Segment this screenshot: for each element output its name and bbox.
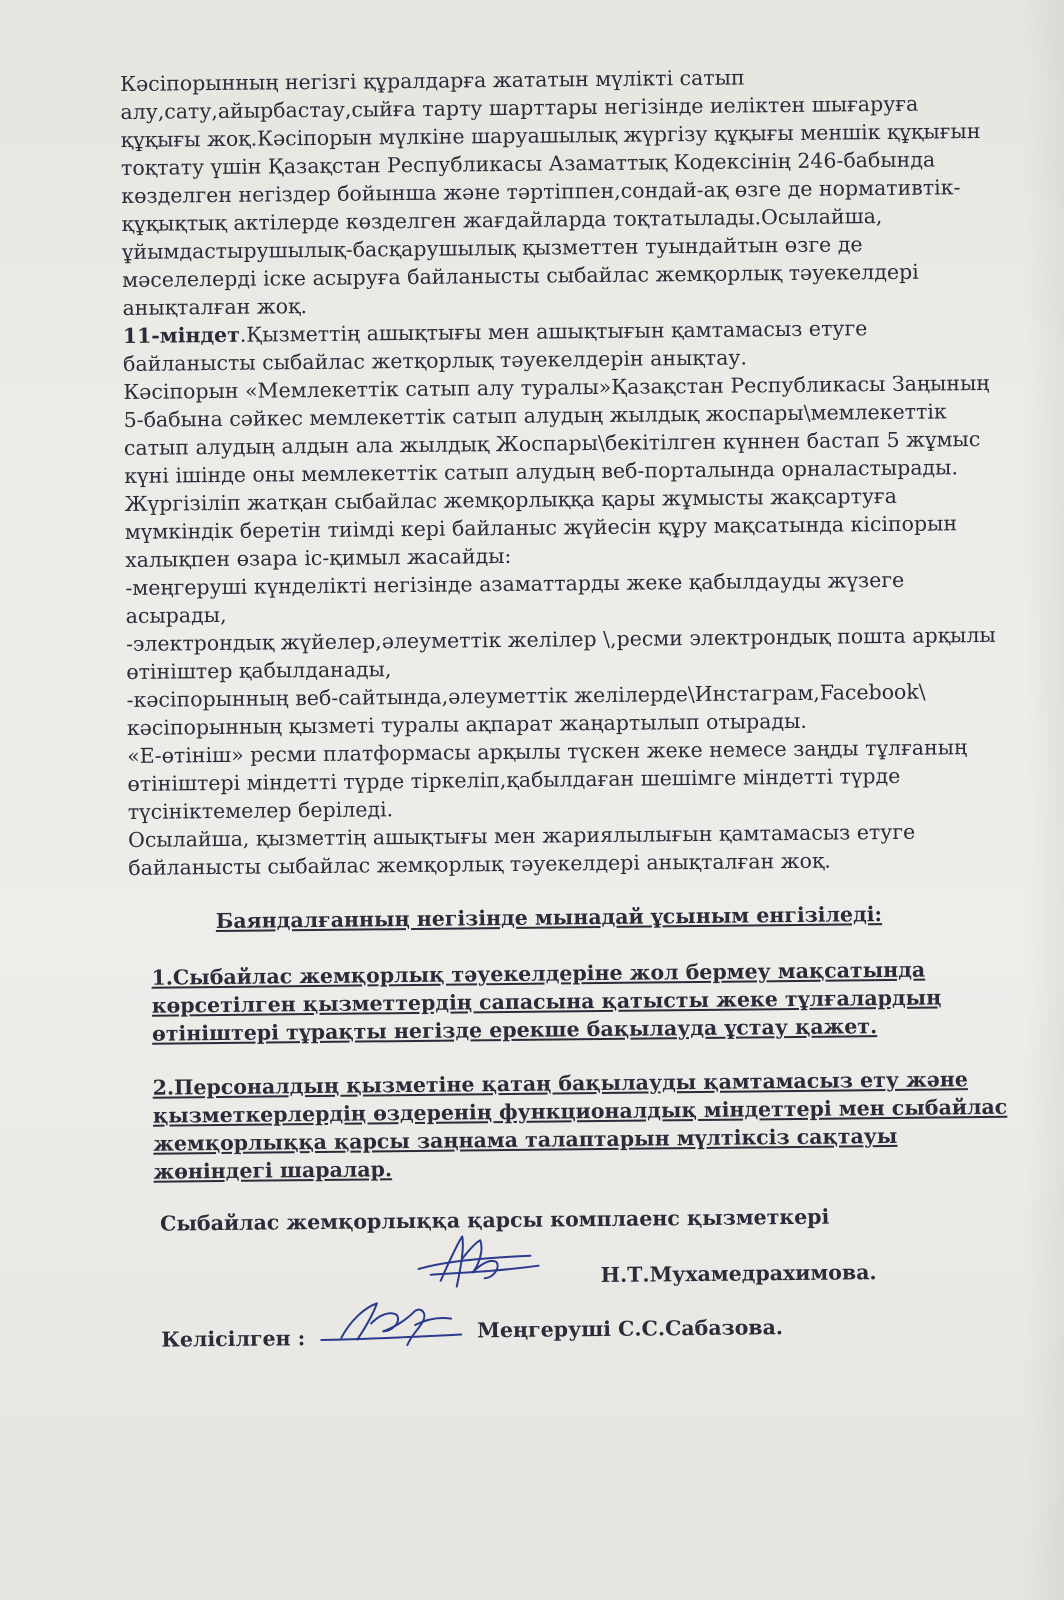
head-name: Меңгеруші С.С.Сабазова. [477, 1315, 784, 1343]
task-number: 11-міндет [122, 322, 240, 348]
recommendation-item-2: 2.Персоналдың қызметіне қатаң бақылауды қамтамасыз ету және қызметкерлердің өздеренің функционалдық міндеттері мен сыбайлас жемқорлыққа қарсы заңнама талаптарын мүлтіксіз сақтауы жөніндегі шаралар. [152, 1067, 1008, 1184]
officer-name: Н.Т.Мухамедрахимова. [600, 1260, 877, 1288]
document-content [120, 61, 1013, 1352]
list-item-personal-reception: -меңгеруші күнделікті негізінде азаматтарды жеке қабылдауды жүзеге асырады, [125, 567, 905, 628]
paragraph-feedback-system: Жүргізіліп жатқан сыбайлас жемқорлыққа қары жұмысты жақсартуға мүмкіндік беретін тиімді кері байланыс жүйесін құру мақсатында кісіпорын халықпен өзара іс-қимыл жасайды: [124, 483, 958, 572]
paragraph-task-11: 11-міндет.Қызметтің ашықтығы мен ашықтығын қамтамасыз етуге байланысты сыбайлас жетқорлық тәуекелдерін анықтау. [122, 316, 868, 376]
paragraph-property-rights: Кәсіпорынның негізгі құралдарға жататын мүлікті сатып алу,сату,айырбастау,сыйға тарту шарттары негізінде иеліктен шығаруға құқығы жоқ.Кәсіпорын мүлкіне шаруашылық жүргізу құқығы меншік құқығын тоқтату үшін Қазақстан Республикасы Азаматтық Кодексінің 246-бабында көзделген негіздер бойынша және тәртіппен,сондай-ақ өзге де нормативтік-құқықтық актілерде көзделген жағдайларда тоқтатылады.Осылайша, ұйымдастырушылық-басқарушылық қызметтен туындайтын өзге де мәселелерді іске асыруға байланысты сыбайлас жемқорлық тәуекелдері анықталған жоқ. [120, 65, 981, 320]
list-item-electronic-requests: -электрондық жүйелер,әлеуметтік желілер \,ресми электрондық пошта арқылы өтініштер қабылданады, [125, 622, 996, 684]
paragraph-conclusion: Осылайша, қызметтің ашықтығы мен жариялылығын қамтамасыз етуге байланысты сыбайлас жемқорлық тәуекелдері анықталған жоқ. [127, 819, 916, 880]
signature-block [160, 1203, 1013, 1352]
recommendations-heading: Баяндалғанның негізінде мынадай ұсыным енгізіледі: [215, 902, 883, 934]
officer-title: Сыбайлас жемқорлыққа қарсы комплаенс қызметкері [159, 1204, 830, 1236]
list-item-website-updates: -кәсіпорынның веб-сайтында,әлеуметтік желілерде\Инстаграм,Facebook\ кәсіпорынның қызметі туралы ақпарат жаңартылып отырады. [126, 679, 926, 740]
page-edge-shadow [1024, 0, 1064, 1600]
body-text [120, 61, 1008, 882]
paragraph-procurement-plan: Кәсіпорын «Мемлекеттік сатып алу туралы»Қазақстан Республикасы Заңының 5-бабына сәйкес мемлекеттік сатып алудың жылдық жоспары\мемлекеттік сатып алудың алдын ала жылдық Жоспары\бекітілген күннен бастап 5 жұмыс күні ішінде оны мемлекеттік сатып алудың веб-порталында орналастырады. [123, 370, 990, 488]
recommendation-item-1: 1.Сыбайлас жемқорлық тәуекелдеріне жол бермеу мақсатында көрсетілген қызметтердің сапасына қатысты жеке тұлғалардың өтініштері тұрақты негізде ерекше бақылауда ұстау қажет. [151, 957, 942, 1046]
paragraph-e-otinish: «Е-өтініш» ресми платформасы арқылы түскен жеке немесе заңды тұлғаның өтініштері міндетті түрде тіркеліп,қабылдаған шешімге міндетті түрде түсініктемелер беріледі. [127, 735, 968, 824]
head-signature [311, 1288, 472, 1361]
agreed-label: Келісілген : [161, 1326, 306, 1352]
